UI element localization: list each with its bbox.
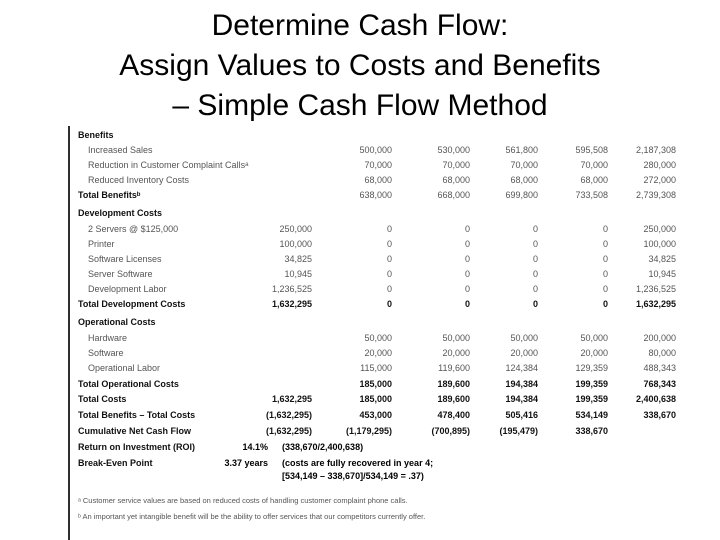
cell-year-2: 668,000 [437, 190, 470, 200]
cell-year-1: 0 [386, 299, 392, 309]
cell-year-3: 0 [532, 284, 538, 294]
total-row-development [70, 297, 676, 311]
cell-year-3: (195,479) [499, 426, 538, 436]
cell-year-3: 505,416 [505, 410, 538, 420]
cell-year-0: 1,236,525 [271, 284, 312, 294]
cell-total: 100,000 [643, 239, 676, 249]
net-benefit-row [70, 408, 676, 422]
cell-year-2: 189,600 [437, 379, 470, 389]
cell-year-1: 0 [386, 269, 392, 279]
cell-year-1: 0 [386, 239, 392, 249]
cell-year-2: 530,000 [437, 145, 470, 155]
cell-year-4: 129,359 [575, 363, 608, 373]
table-row [70, 282, 676, 296]
cell-year-0: 34,825 [284, 254, 312, 264]
row-label: Printer [88, 239, 115, 249]
cell-year-3: 0 [532, 239, 538, 249]
roi-row [70, 440, 666, 454]
cell-year-1: 185,000 [359, 394, 392, 404]
cell-year-3: 0 [532, 269, 538, 279]
cell-year-0: (1,632,295) [265, 410, 312, 420]
cell-year-4: 68,000 [580, 175, 608, 185]
cell-year-0: 100,000 [279, 239, 312, 249]
cell-total: 1,632,295 [635, 299, 676, 309]
cell-year-4: 199,359 [575, 379, 608, 389]
table-row [70, 252, 676, 266]
title-line-1: Determine Cash Flow: [211, 9, 509, 42]
cell-year-4: 0 [602, 254, 608, 264]
cell-year-4: 0 [602, 269, 608, 279]
slide-title [0, 6, 720, 126]
cell-total: 34,825 [648, 254, 676, 264]
cell-year-3: 50,000 [510, 333, 538, 343]
cell-year-4: 0 [602, 284, 608, 294]
row-label: Reduced Inventory Costs [88, 175, 190, 185]
footnote-b: ᵇ An important yet intangible benefit will be the ability to offer services that our competitors currently offer. [78, 512, 426, 521]
row-label: Total Benefits – Total Costs [78, 410, 196, 420]
row-label: Hardware [88, 333, 128, 343]
table-row [70, 361, 676, 375]
break-even-row-cont [70, 469, 666, 483]
cell-total: 1,236,525 [635, 284, 676, 294]
section-label: Operational Costs [78, 317, 156, 327]
cell-year-2: 68,000 [442, 175, 470, 185]
cell-year-1: 20,000 [364, 348, 392, 358]
cell-year-0: 1,632,295 [271, 299, 312, 309]
cell-total: 338,670 [643, 410, 676, 420]
cell-year-3: 124,384 [505, 363, 538, 373]
roi-label: Return on Investment (ROI) [78, 442, 196, 452]
cell-year-3: 20,000 [510, 348, 538, 358]
cell-year-2: 119,600 [438, 363, 470, 373]
cell-year-1: 115,000 [360, 363, 392, 373]
cell-year-2: (700,895) [431, 426, 470, 436]
cell-year-2: 50,000 [442, 333, 470, 343]
cell-year-1: 185,000 [359, 379, 392, 389]
cell-year-0: 10,945 [284, 269, 312, 279]
row-label: Total Development Costs [78, 299, 186, 309]
row-label: Total Benefitsᵇ [78, 190, 141, 200]
total-costs-row [70, 392, 676, 406]
cell-year-4: 338,670 [575, 426, 608, 436]
cell-year-4: 0 [602, 239, 608, 249]
cell-total: 200,000 [643, 333, 676, 343]
cell-year-1: 500,000 [359, 145, 392, 155]
break-even-row [70, 456, 666, 470]
cell-year-2: 0 [464, 224, 470, 234]
cell-year-4: 70,000 [580, 160, 608, 170]
row-label: Increased Sales [88, 145, 153, 155]
cell-total: 768,343 [643, 379, 676, 389]
row-label: Development Labor [88, 284, 167, 294]
table-row [70, 331, 676, 345]
cell-year-1: 0 [386, 284, 392, 294]
table-row [70, 222, 676, 236]
cell-year-1: 638,000 [359, 190, 392, 200]
section-header-benefits [70, 128, 666, 142]
total-row-operational [70, 377, 676, 391]
cell-year-0: 1,632,295 [271, 394, 312, 404]
cell-year-4: 50,000 [580, 333, 608, 343]
cell-year-1: 50,000 [364, 333, 392, 343]
cell-year-3: 0 [532, 299, 538, 309]
cell-year-2: 0 [464, 239, 470, 249]
row-label: Cumulative Net Cash Flow [78, 426, 192, 436]
cell-total: 80,000 [648, 348, 676, 358]
row-label: Total Costs [78, 394, 127, 404]
footnote-a: ᵃ Customer service values are based on reduced costs of handling customer complaint phone calls. [78, 496, 408, 505]
roi-value: 14.1% [242, 442, 268, 452]
cash-flow-table [68, 126, 676, 540]
cell-year-1: 70,000 [364, 160, 392, 170]
cell-year-3: 194,384 [505, 394, 538, 404]
cell-year-4: 595,508 [575, 145, 608, 155]
table-row [70, 237, 676, 251]
cell-total: 10,945 [648, 269, 676, 279]
total-row-benefits [70, 188, 676, 202]
title-line-2: Assign Values to Costs and Benefits [119, 49, 601, 82]
cell-year-3: 70,000 [510, 160, 538, 170]
cumulative-cash-flow-row [70, 424, 666, 438]
row-label: 2 Servers @ $125,000 [88, 224, 179, 234]
cell-year-3: 0 [532, 254, 538, 264]
row-label: Operational Labor [88, 363, 161, 373]
roi-calculation: (338,670/2,400,638) [282, 442, 364, 452]
table-row [70, 158, 676, 172]
section-label: Development Costs [78, 208, 163, 218]
cell-year-4: 199,359 [575, 394, 608, 404]
cell-total: 280,000 [643, 160, 676, 170]
cell-total: 2,400,638 [635, 394, 676, 404]
section-label: Benefits [78, 130, 114, 140]
cell-year-2: 478,400 [437, 410, 470, 420]
cell-year-4: 534,149 [575, 410, 608, 420]
cell-year-1: 0 [386, 224, 392, 234]
cell-year-2: 0 [464, 254, 470, 264]
table-row [70, 143, 676, 157]
cell-year-2: 0 [464, 284, 470, 294]
break-even-note-2: [534,149 – 338,670]/534,149 = .37) [282, 471, 424, 481]
cell-year-2: 0 [464, 269, 470, 279]
cell-year-1: 68,000 [364, 175, 392, 185]
cell-year-4: 20,000 [580, 348, 608, 358]
cell-year-3: 699,800 [505, 190, 538, 200]
cell-year-1: 453,000 [359, 410, 392, 420]
cell-year-3: 561,800 [505, 145, 538, 155]
table-row [70, 346, 676, 360]
section-header-operational [70, 315, 666, 329]
break-even-value: 3.37 years [224, 458, 268, 468]
table-row [70, 173, 676, 187]
cell-total: 2,187,308 [635, 145, 676, 155]
cell-year-4: 733,508 [575, 190, 608, 200]
cell-total: 272,000 [643, 175, 676, 185]
cell-total: 250,000 [643, 224, 676, 234]
cell-total: 2,739,308 [635, 190, 676, 200]
row-label: Total Operational Costs [78, 379, 179, 389]
cell-year-2: 70,000 [442, 160, 470, 170]
row-label: Reduction in Customer Complaint Callsᵃ [88, 160, 249, 170]
cell-year-4: 0 [602, 224, 608, 234]
section-header-development [70, 206, 666, 220]
break-even-note-1: (costs are fully recovered in year 4; [282, 458, 434, 468]
cell-year-3: 0 [532, 224, 538, 234]
cell-year-2: 189,600 [437, 394, 470, 404]
cell-year-3: 194,384 [505, 379, 538, 389]
cell-year-2: 0 [464, 299, 470, 309]
cell-year-2: 20,000 [442, 348, 470, 358]
cell-year-4: 0 [602, 299, 608, 309]
title-line-3: – Simple Cash Flow Method [172, 89, 548, 122]
row-label: Software Licenses [88, 254, 162, 264]
break-even-label: Break-Even Point [78, 458, 153, 468]
cell-year-1: 0 [386, 254, 392, 264]
cell-year-1: (1,179,295) [345, 426, 392, 436]
cell-year-0: 250,000 [279, 224, 312, 234]
row-label: Server Software [88, 269, 153, 279]
cell-total: 488,343 [643, 363, 676, 373]
cell-year-0: (1,632,295) [265, 426, 312, 436]
table-row [70, 267, 676, 281]
cell-year-3: 68,000 [510, 175, 538, 185]
row-label: Software [88, 348, 124, 358]
